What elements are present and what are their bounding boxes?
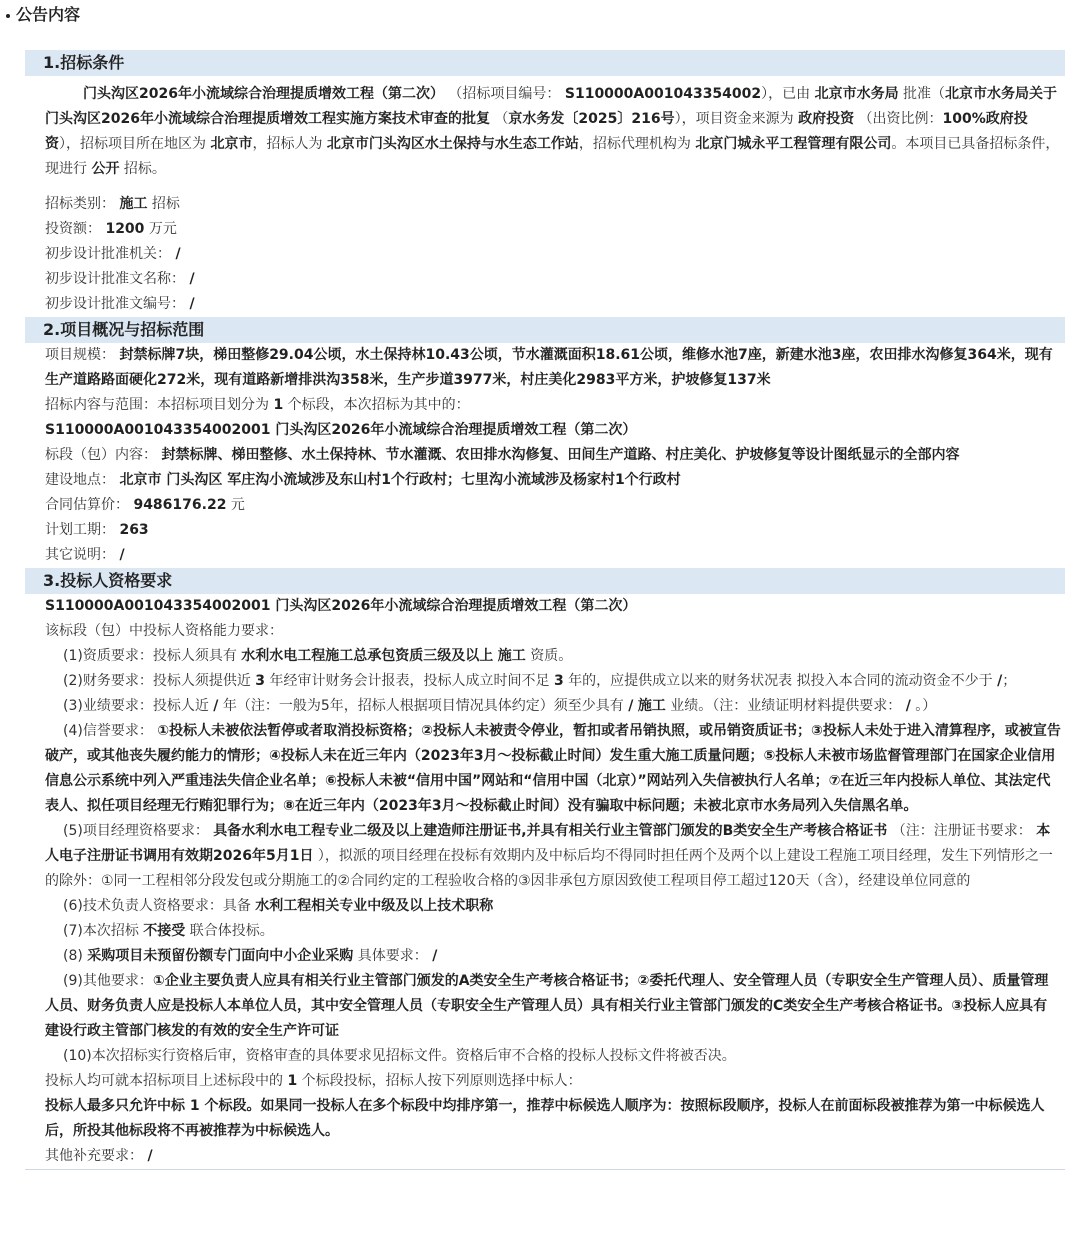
qualification-intro: 该标段（包）中投标人资格能力要求： <box>45 623 283 639</box>
tender-category: 招标类别： 施工 招标 <box>45 196 180 212</box>
req-consortium: (7)本次招标 不接受 联合体投标。 <box>63 923 274 939</box>
req-post-qualification: (10)本次招标实行资格后审，资格审查的具体要求见招标文件。资格后审不合格的投标人投标文件将被否决。 <box>63 1048 736 1064</box>
other-notes: 其它说明： / <box>45 547 125 563</box>
req-project-manager: (5)项目经理资格要求： 具备水利水电工程专业二级及以上建造师注册证书,并具有相关行业主管部门颁发的B类安全生产考核合格证书 （注：注册证书要求： 本人电子注册证书调用有效期2026年5月1日 ），拟派的项目经理在投标有效期内及中标后均不得同时担任两个及两个以上建设工程施工项目经理，发生下列情形之一的除外：①同一工程相邻分段发包或分期施工的②合同约定的工程验收合格的③因非承包方原因致使工程项目停工超过120天（含），经建设单位同意的 <box>45 823 1053 889</box>
page-title-text: 公告内容 <box>16 5 81 24</box>
supplementary: 其他补充要求： / <box>45 1148 153 1164</box>
planned-period: 计划工期： 263 <box>45 522 149 538</box>
contract-price: 合同估算价： 9486176.22 元 <box>45 497 245 513</box>
section-heading-qualification: 3.投标人资格要求 <box>25 568 1065 594</box>
lot-content: 标段（包）内容： 封禁标牌、梯田整修、水土保持林、节水灌溉、农田排水沟修复、田间生产道路、村庄美化、护坡修复等设计图纸显示的全部内容 <box>45 447 960 463</box>
req-credit: (4)信誉要求： ①投标人未被依法暂停或者取消投标资格；②投标人未被责令停业，暂扣或者吊销执照，或吊销资质证书；③投标人未处于进入清算程序，或被宣告破产，或其他丧失履约能力的情形；④投标人未在近三年内（2023年3月～投标截止时间）发生重大施工质量问题；⑤投标人未被市场监督管理部门在国家企业信用信息公示系统中列入严重违法失信企业名单；⑥投标人未被“信用中国”网站和“信用中国（北京）”网站列入失信被执行人名单；⑦在近三年内投标人单位、其法定代表人、拟任项目经理无行贿犯罪行为；⑧在近三年内（2023年3月～投标截止时间）没有骗取中标问题；未被北京市水务局列入失信黑名单。 <box>45 723 1061 814</box>
section-heading-overview: 2.项目概况与招标范围 <box>25 317 1065 343</box>
req-performance: (3)业绩要求：投标人近 / 年（注：一般为5年，招标人根据项目情况具体约定）须至少具有 / 施工 业绩。（注：业绩证明材料提供要求： / 。） <box>63 698 937 714</box>
req-other: (9)其他要求：①企业主要负责人应具有相关行业主管部门颁发的A类安全生产考核合格证书；②委托代理人、安全管理人员（专职安全生产管理人员）、质量管理人员、财务负责人应是投标人本单位人员，其中安全管理人员（专职安全生产管理人员）具有相关行业主管部门颁发的C类安全生产考核合格证书。③投标人应具有建设行政主管部门核发的有效的安全生产许可证 <box>45 973 1049 1039</box>
project-scale: 项目规模： 封禁标牌7块，梯田整修29.04公顷，水土保持林10.43公顷，节水灌溉面积18.61公顷，维修水池7座，新建水池3座，农田排水沟修复364米，现有生产道路路面硬化272米，现有道路新增排洪沟358米，生产步道3977米，村庄美化2983平方米，护坡修复137米 <box>45 347 1053 388</box>
section-heading-conditions: 1.招标条件 <box>25 50 1065 76</box>
design-approval-name: 初步设计批准文名称： / <box>45 271 195 287</box>
section-overview <box>25 343 1065 568</box>
page-title <box>0 0 1065 30</box>
investment: 投资额： 1200 万元 <box>45 221 177 237</box>
conditions-paragraph: 门头沟区2026年小流域综合治理提质增效工程（第二次） （招标项目编号： S110000A001043354002），已由 北京市水务局 批准（北京市水务局关于门头沟区2026年小流域综合治理提质增效工程实施方案技术审查的批复 （京水务发〔2025〕216号），项目资金来源为 政府投资 （出资比例：100%政府投资），招标项目所在地区为 北京市，招标人为 北京市门头沟区水土保持与水生态工作站，招标代理机构为 北京门城永平工程管理有限公司。本项目已具备招标条件，现进行 公开 招标。 <box>45 86 1060 177</box>
construction-site: 建设地点： 北京市 门头沟区 军庄沟小流域涉及东山村1个行政村；七里沟小流域涉及杨家村1个行政村 <box>45 472 681 488</box>
tender-range: 招标内容与范围：本招标项目划分为 1 个标段，本次招标为其中的： <box>45 397 470 413</box>
section-conditions <box>25 76 1065 317</box>
award-rule: 投标人最多只允许中标 1 个标段。如果同一投标人在多个标段中均排序第一，推荐中标候选人顺序为：按照标段顺序，投标人在前面标段被推荐为第一中标候选人后，所投其他标段将不再被推荐为中标候选人。 <box>45 1098 1045 1139</box>
req-certificate: (1)资质要求：投标人须具有 水利水电工程施工总承包资质三级及以上 施工 资质。 <box>63 648 573 664</box>
req-finance: (2)财务要求：投标人须提供近 3 年经审计财务会计报表，投标人成立时间不足 3 年的，应提供成立以来的财务状况表 拟投入本合同的流动资金不少于 /； <box>63 673 1017 689</box>
lot-name: S110000A001043354002001 门头沟区2026年小流域综合治理提质增效工程（第二次） <box>45 598 637 614</box>
req-sme: (8) 采购项目未预留份额专门面向中小企业采购 具体要求： / <box>63 948 438 964</box>
multi-lot-rule: 投标人均可就本招标项目上述标段中的 1 个标段投标，招标人按下列原则选择中标人： <box>45 1073 582 1089</box>
lot-name: S110000A001043354002001 门头沟区2026年小流域综合治理提质增效工程（第二次） <box>45 422 637 438</box>
bullet-icon <box>6 14 10 18</box>
design-approval-authority: 初步设计批准机关： / <box>45 246 181 262</box>
design-approval-number: 初步设计批准文编号： / <box>45 296 195 312</box>
section-qualification <box>25 594 1065 1170</box>
req-technical-lead: (6)技术负责人资格要求：具备 水利工程相关专业中级及以上技术职称 <box>63 898 494 914</box>
announcement-content <box>25 50 1065 1170</box>
